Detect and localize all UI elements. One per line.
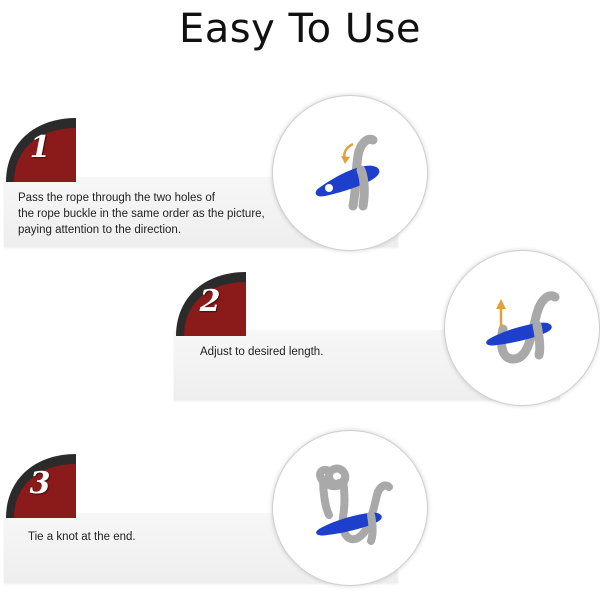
step-1-text-line: the rope buckle in the same order as the picture, bbox=[18, 208, 265, 220]
step-1-text-line: paying attention to the direction. bbox=[18, 224, 182, 236]
rope-tie-knot-icon bbox=[273, 431, 427, 585]
page-title: Easy To Use bbox=[178, 6, 422, 52]
step-2-badge bbox=[174, 270, 246, 336]
step-3-badge bbox=[4, 452, 76, 518]
step-1-illustration bbox=[272, 95, 428, 251]
rope-adjust-length-icon bbox=[445, 251, 599, 405]
step-1-badge bbox=[4, 116, 76, 182]
step-3-number: 3 bbox=[29, 466, 51, 501]
step-3-text-line: Tie a knot at the end. bbox=[28, 531, 136, 543]
rope-through-buckle-icon bbox=[273, 96, 427, 250]
step-1-text-line: Pass the rope through the two holes of bbox=[18, 192, 215, 204]
step-2-text-line: Adjust to desired length. bbox=[200, 346, 324, 358]
step-2-illustration bbox=[444, 250, 600, 406]
step-2-text bbox=[200, 344, 323, 360]
step-3-text bbox=[28, 529, 136, 545]
step-2-number: 2 bbox=[199, 284, 221, 319]
step-3-illustration bbox=[272, 430, 428, 586]
step-1-number: 1 bbox=[29, 130, 51, 165]
step-1-text bbox=[18, 190, 265, 238]
